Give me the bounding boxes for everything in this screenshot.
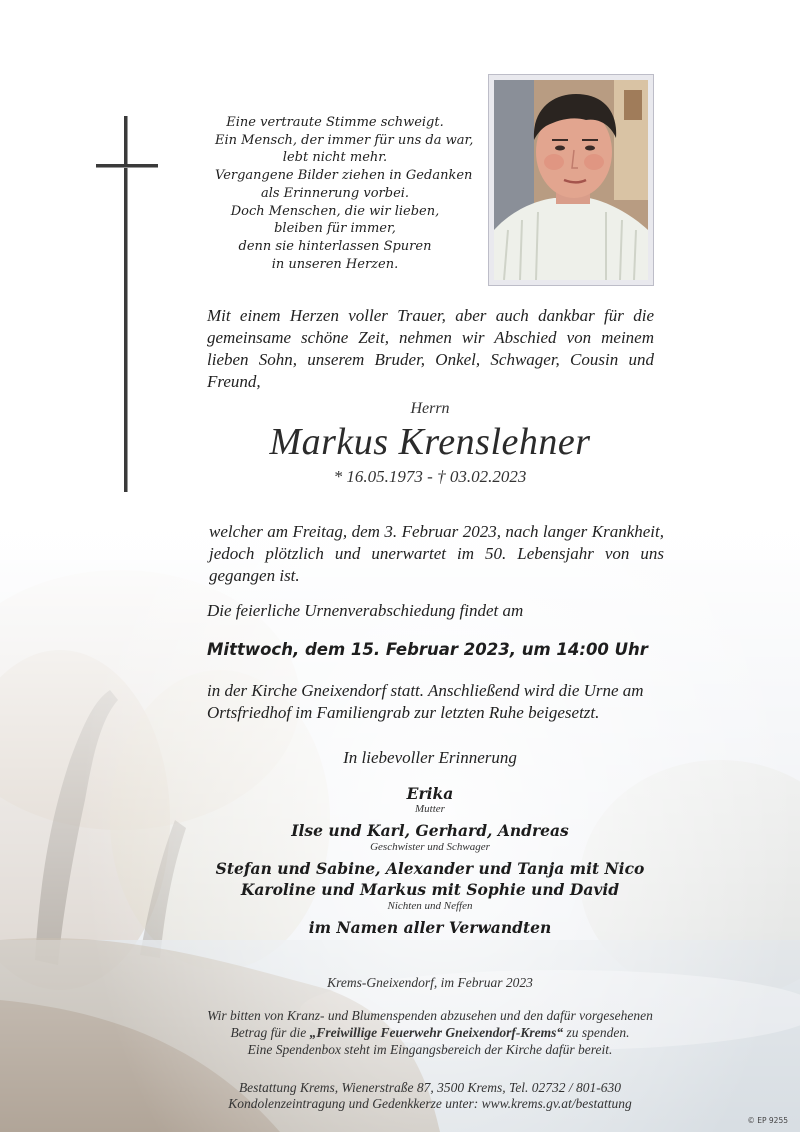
ceremony-datetime: Mittwoch, dem 15. Februar 2023, um 14:00 Uhr xyxy=(207,640,648,659)
undertaker-address: Bestattung Krems, Wienerstraße 87, 3500 Krems, Tel. 02732 / 801-630 xyxy=(238,1080,622,1095)
donation-request xyxy=(190,1007,670,1058)
intro-text: Mit einem Herzen voller Trauer, aber auch dankbar für die gemeinsame schöne Zeit, nehmen wir Abschied von meinem lieben Sohn, unserem Bruder, Onkel, Schwager, Cousin und Freund, xyxy=(207,306,654,391)
all-relatives: im Namen aller Verwandten xyxy=(308,918,552,937)
urn-text: Die feierliche Urnenverabschiedung findet am xyxy=(207,601,524,620)
request-line-2-post: zu spenden. xyxy=(563,1025,630,1040)
memory-heading: In liebevoller Erinnerung xyxy=(343,748,517,767)
poem xyxy=(215,114,474,273)
deceased-title: Herrn xyxy=(410,400,450,417)
church-text: in der Kirche Gneixendorf statt. Anschließend wird die Urne am Ortsfriedhof im Familiengrab zur letzten Ruhe beigesetzt. xyxy=(207,681,644,722)
portrait-photo xyxy=(494,80,648,280)
life-dates: * 16.05.1973 - † 03.02.2023 xyxy=(333,467,527,486)
condolence-link: Kondolenzeintragung und Gedenkkerze unter: www.krems.gv.at/bestattung xyxy=(228,1096,632,1111)
request-line-2 xyxy=(190,1024,670,1041)
portrait-frame xyxy=(488,74,654,286)
mother-name: Erika xyxy=(406,784,454,803)
poem-line: Doch Menschen, die wir lieben, xyxy=(230,203,440,219)
fire-brigade-name: „Freiwillige Feuerwehr Gneixendorf-Krems“ xyxy=(309,1025,564,1040)
poem-line: denn sie hinterlassen Spuren xyxy=(238,238,432,254)
poem-line: bleiben für immer, xyxy=(274,221,396,237)
poem-line: Vergangene Bilder ziehen in Gedanken xyxy=(215,168,473,184)
cross-icon-bar xyxy=(96,164,158,167)
deceased-name: Markus Krenslehner xyxy=(269,421,591,463)
request-line-2-pre: Betrag für die xyxy=(230,1025,310,1040)
poem-line: als Erinnerung vorbei. xyxy=(260,185,410,201)
nieces-relation: Nichten und Neffen xyxy=(387,900,473,912)
poem-line: Ein Mensch, der immer für uns da war, xyxy=(215,132,474,148)
request-line-1: Wir bitten von Kranz- und Blumenspenden abzusehen und den dafür vorgesehenen xyxy=(207,1008,653,1023)
death-text: welcher am Freitag, dem 3. Februar 2023, nach langer Krankheit, jedoch plötzlich und unerwartet im 50. Lebensjahr von uns gegangen ist. xyxy=(209,522,664,585)
poem-line: lebt nicht mehr. xyxy=(282,150,388,166)
place-date: Krems-Gneixendorf, im Februar 2023 xyxy=(327,975,533,990)
siblings-names: Ilse und Karl, Gerhard, Andreas xyxy=(291,821,569,840)
request-line-3: Eine Spendenbox steht im Eingangsbereich der Kirche dafür bereit. xyxy=(247,1042,613,1057)
siblings-relation: Geschwister und Schwager xyxy=(370,841,490,853)
poem-line: Eine vertraute Stimme schweigt. xyxy=(226,115,444,130)
mother-relation: Mutter xyxy=(415,803,445,815)
nieces-line-2: Karoline und Markus mit Sophie und David xyxy=(240,880,620,899)
nieces-line-1: Stefan und Sabine, Alexander und Tanja mit Nico xyxy=(215,859,645,878)
print-code: © EP 9255 xyxy=(747,1116,788,1125)
poem-line: in unseren Herzen. xyxy=(271,256,399,272)
undertaker-info xyxy=(190,1080,670,1112)
